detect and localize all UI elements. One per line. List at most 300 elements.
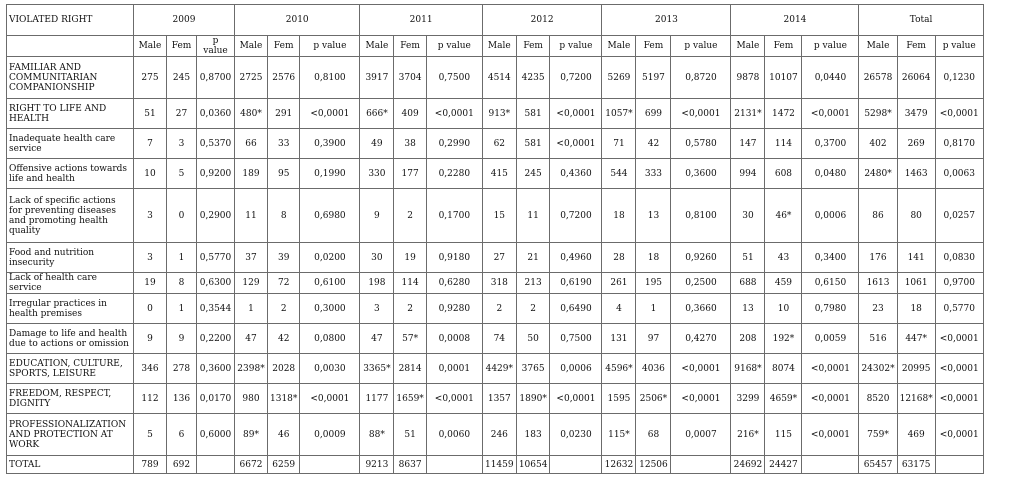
violated-right-label: FAMILIAR AND COMMUNITARIAN COMPANIONSHIP — [7, 57, 134, 99]
fem-cell: 2 — [394, 294, 426, 324]
fem-cell: 2 — [394, 189, 426, 243]
p-value-cell: 0,9280 — [426, 294, 482, 324]
male-cell: 415 — [482, 159, 516, 189]
p-value-cell: <0,0001 — [802, 99, 859, 129]
male-cell: 216* — [731, 414, 765, 456]
fem-cell: 57* — [394, 324, 426, 354]
table-row — [7, 354, 984, 384]
male-cell: 9168* — [731, 354, 765, 384]
fem-cell: 581 — [516, 129, 550, 159]
p-value-header: p value — [197, 36, 235, 57]
violated-right-label: TOTAL — [7, 456, 134, 474]
fem-cell: 46 — [268, 414, 300, 456]
violated-right-label: Damage to life and health due to actions or omission — [7, 324, 134, 354]
fem-cell: 469 — [897, 414, 935, 456]
male-cell: 71 — [602, 129, 636, 159]
male-cell: 30 — [360, 243, 394, 273]
p-value-cell: 0,8720 — [671, 57, 731, 99]
male-cell: 544 — [602, 159, 636, 189]
male-cell: 8520 — [859, 384, 897, 414]
male-cell: 2725 — [235, 57, 268, 99]
fem-cell: 80 — [897, 189, 935, 243]
group-header-2013: 2013 — [602, 5, 731, 36]
p-value-cell: 0,7500 — [550, 324, 602, 354]
p-value-cell: 0,3600 — [197, 354, 235, 384]
male-cell: 2480* — [859, 159, 897, 189]
fem-header: Fem — [268, 36, 300, 57]
p-value-cell: <0,0001 — [671, 354, 731, 384]
fem-cell: 2 — [516, 294, 550, 324]
p-value-cell: 0,6300 — [197, 273, 235, 294]
data-table — [6, 4, 984, 474]
male-cell: 9878 — [731, 57, 765, 99]
p-value-header: p value — [802, 36, 859, 57]
fem-cell: 8637 — [394, 456, 426, 474]
fem-cell: 136 — [167, 384, 197, 414]
p-value-header: p value — [300, 36, 360, 57]
p-value-cell: <0,0001 — [935, 414, 983, 456]
violated-right-label: RIGHT TO LIFE AND HEALTH — [7, 99, 134, 129]
p-value-cell: 0,9700 — [935, 273, 983, 294]
male-cell: 37 — [235, 243, 268, 273]
p-value-cell: 0,0360 — [197, 99, 235, 129]
fem-cell: 4235 — [516, 57, 550, 99]
p-value-cell — [300, 456, 360, 474]
fem-cell: 409 — [394, 99, 426, 129]
fem-cell: 1 — [636, 294, 671, 324]
fem-cell: 1463 — [897, 159, 935, 189]
table-row — [7, 189, 984, 243]
p-value-cell: 0,3900 — [300, 129, 360, 159]
group-header-2014: 2014 — [731, 5, 859, 36]
male-cell: 86 — [859, 189, 897, 243]
fem-cell: 10 — [765, 294, 802, 324]
p-value-cell: 0,0170 — [197, 384, 235, 414]
male-cell: 3 — [360, 294, 394, 324]
male-cell: 47 — [360, 324, 394, 354]
male-cell: 88* — [360, 414, 394, 456]
p-value-cell: 0,4360 — [550, 159, 602, 189]
male-cell: 47 — [235, 324, 268, 354]
fem-cell: 699 — [636, 99, 671, 129]
male-cell: 318 — [482, 273, 516, 294]
fem-cell: 1659* — [394, 384, 426, 414]
row-label-header: VIOLATED RIGHT — [7, 5, 134, 36]
fem-cell: 12506 — [636, 456, 671, 474]
fem-header: Fem — [897, 36, 935, 57]
table-row — [7, 243, 984, 273]
p-value-cell: 0,0007 — [671, 414, 731, 456]
male-cell: 11 — [235, 189, 268, 243]
fem-cell: 21 — [516, 243, 550, 273]
fem-cell: 42 — [268, 324, 300, 354]
fem-cell: 269 — [897, 129, 935, 159]
fem-cell: 114 — [394, 273, 426, 294]
p-value-cell: 0,8100 — [300, 57, 360, 99]
male-header: Male — [602, 36, 636, 57]
fem-cell: 39 — [268, 243, 300, 273]
table-row — [7, 129, 984, 159]
male-cell: 480* — [235, 99, 268, 129]
p-value-cell: 0,0257 — [935, 189, 983, 243]
p-value-cell: 0,6980 — [300, 189, 360, 243]
male-cell: 2 — [482, 294, 516, 324]
fem-cell: 11 — [516, 189, 550, 243]
fem-cell: 581 — [516, 99, 550, 129]
p-value-cell: <0,0001 — [550, 384, 602, 414]
male-cell: 24692 — [731, 456, 765, 474]
fem-cell: 8 — [167, 273, 197, 294]
p-value-cell: 0,0063 — [935, 159, 983, 189]
fem-cell: 3479 — [897, 99, 935, 129]
male-cell: 30 — [731, 189, 765, 243]
p-value-cell: 0,3660 — [671, 294, 731, 324]
p-value-cell: 0,0800 — [300, 324, 360, 354]
male-cell: 2131* — [731, 99, 765, 129]
male-cell: 131 — [602, 324, 636, 354]
male-cell: 980 — [235, 384, 268, 414]
p-value-cell: <0,0001 — [426, 384, 482, 414]
p-value-cell: <0,0001 — [300, 384, 360, 414]
fem-cell: 115 — [765, 414, 802, 456]
fem-cell: 8074 — [765, 354, 802, 384]
fem-cell: 2 — [268, 294, 300, 324]
fem-cell: 2576 — [268, 57, 300, 99]
male-cell: 9213 — [360, 456, 394, 474]
male-cell: 129 — [235, 273, 268, 294]
male-cell: 24302* — [859, 354, 897, 384]
male-cell: 51 — [731, 243, 765, 273]
male-cell: 12632 — [602, 456, 636, 474]
p-value-cell: 0,0480 — [802, 159, 859, 189]
male-cell: 3 — [134, 189, 167, 243]
male-cell: 0 — [134, 294, 167, 324]
male-cell: 402 — [859, 129, 897, 159]
male-cell: 1595 — [602, 384, 636, 414]
p-value-cell: 0,1990 — [300, 159, 360, 189]
p-value-header: p value — [671, 36, 731, 57]
p-value-cell: 0,2200 — [197, 324, 235, 354]
male-cell: 3299 — [731, 384, 765, 414]
p-value-cell — [550, 456, 602, 474]
group-header-2012: 2012 — [482, 5, 602, 36]
p-value-cell: <0,0001 — [802, 354, 859, 384]
male-cell: 74 — [482, 324, 516, 354]
male-cell: 1177 — [360, 384, 394, 414]
male-cell: 1 — [235, 294, 268, 324]
male-cell: 5298* — [859, 99, 897, 129]
male-cell: 208 — [731, 324, 765, 354]
p-value-cell: <0,0001 — [935, 324, 983, 354]
fem-cell: 10107 — [765, 57, 802, 99]
violated-right-label: Lack of health care service — [7, 273, 134, 294]
fem-cell: 63175 — [897, 456, 935, 474]
fem-cell: 1 — [167, 243, 197, 273]
male-cell: 3917 — [360, 57, 394, 99]
table-row — [7, 57, 984, 99]
fem-cell: 195 — [636, 273, 671, 294]
male-cell: 1357 — [482, 384, 516, 414]
fem-cell: 0 — [167, 189, 197, 243]
fem-cell: 4659* — [765, 384, 802, 414]
fem-cell: 97 — [636, 324, 671, 354]
fem-cell: 1 — [167, 294, 197, 324]
table-row — [7, 159, 984, 189]
table-row — [7, 324, 984, 354]
table-body — [7, 57, 984, 474]
p-value-cell: 0,0008 — [426, 324, 482, 354]
male-cell: 13 — [731, 294, 765, 324]
p-value-header: p value — [426, 36, 482, 57]
p-value-cell: 0,6490 — [550, 294, 602, 324]
male-cell: 516 — [859, 324, 897, 354]
fem-cell: 192* — [765, 324, 802, 354]
fem-cell: 43 — [765, 243, 802, 273]
male-header: Male — [731, 36, 765, 57]
header-year-row — [7, 5, 984, 36]
male-cell: 1057* — [602, 99, 636, 129]
p-value-cell: 0,3544 — [197, 294, 235, 324]
fem-cell: 38 — [394, 129, 426, 159]
fem-cell: 245 — [167, 57, 197, 99]
male-cell: 89* — [235, 414, 268, 456]
p-value-cell: 0,2280 — [426, 159, 482, 189]
p-value-cell: 0,1230 — [935, 57, 983, 99]
fem-cell: 447* — [897, 324, 935, 354]
fem-cell: 5 — [167, 159, 197, 189]
table-row — [7, 294, 984, 324]
fem-cell: 1318* — [268, 384, 300, 414]
p-value-cell: 0,8100 — [671, 189, 731, 243]
p-value-cell: 0,9180 — [426, 243, 482, 273]
male-cell: 189 — [235, 159, 268, 189]
male-cell: 5 — [134, 414, 167, 456]
male-header: Male — [235, 36, 268, 57]
p-value-cell: 0,0030 — [300, 354, 360, 384]
p-value-cell: 0,3600 — [671, 159, 731, 189]
male-cell: 246 — [482, 414, 516, 456]
p-value-cell: 0,2990 — [426, 129, 482, 159]
fem-cell: 95 — [268, 159, 300, 189]
fem-header: Fem — [167, 36, 197, 57]
p-value-cell: 0,0060 — [426, 414, 482, 456]
male-cell: 7 — [134, 129, 167, 159]
violated-right-label: Lack of specific actions for preventing diseases and promoting health quality — [7, 189, 134, 243]
fem-cell: 459 — [765, 273, 802, 294]
fem-cell: 18 — [897, 294, 935, 324]
fem-cell: 291 — [268, 99, 300, 129]
fem-header: Fem — [765, 36, 802, 57]
fem-header: Fem — [636, 36, 671, 57]
fem-cell: 6259 — [268, 456, 300, 474]
p-value-cell: <0,0001 — [426, 99, 482, 129]
fem-cell: 1472 — [765, 99, 802, 129]
male-cell: 346 — [134, 354, 167, 384]
fem-cell: 12168* — [897, 384, 935, 414]
table-row — [7, 384, 984, 414]
p-value-cell — [802, 456, 859, 474]
p-value-cell — [197, 456, 235, 474]
group-header-2009: 2009 — [134, 5, 235, 36]
fem-cell: 18 — [636, 243, 671, 273]
p-value-cell: <0,0001 — [671, 99, 731, 129]
p-value-cell: <0,0001 — [935, 354, 983, 384]
fem-cell: 20995 — [897, 354, 935, 384]
p-value-header: p value — [935, 36, 983, 57]
p-value-cell: 0,5770 — [935, 294, 983, 324]
fem-cell: 9 — [167, 324, 197, 354]
fem-cell: 3 — [167, 129, 197, 159]
fem-cell: 2028 — [268, 354, 300, 384]
fem-cell: 692 — [167, 456, 197, 474]
p-value-cell: 0,7200 — [550, 57, 602, 99]
male-cell: 4596* — [602, 354, 636, 384]
male-cell: 19 — [134, 273, 167, 294]
male-cell: 9 — [134, 324, 167, 354]
fem-cell: 42 — [636, 129, 671, 159]
fem-cell: 24427 — [765, 456, 802, 474]
male-header: Male — [360, 36, 394, 57]
male-cell: 261 — [602, 273, 636, 294]
p-value-cell: 0,6000 — [197, 414, 235, 456]
male-cell: 688 — [731, 273, 765, 294]
p-value-cell: 0,0006 — [802, 189, 859, 243]
p-value-cell: 0,1700 — [426, 189, 482, 243]
male-cell: 5269 — [602, 57, 636, 99]
p-value-cell: 0,0200 — [300, 243, 360, 273]
male-cell: 26578 — [859, 57, 897, 99]
male-cell: 147 — [731, 129, 765, 159]
male-cell: 27 — [482, 243, 516, 273]
p-value-cell: 0,3000 — [300, 294, 360, 324]
total-row — [7, 456, 984, 474]
fem-cell: 26064 — [897, 57, 935, 99]
fem-cell: 10654 — [516, 456, 550, 474]
p-value-cell: 0,2500 — [671, 273, 731, 294]
p-value-cell: 0,4270 — [671, 324, 731, 354]
fem-cell: 114 — [765, 129, 802, 159]
male-cell: 176 — [859, 243, 897, 273]
fem-cell: 46* — [765, 189, 802, 243]
p-value-cell: 0,0440 — [802, 57, 859, 99]
male-cell: 275 — [134, 57, 167, 99]
fem-cell: 51 — [394, 414, 426, 456]
fem-cell: 1061 — [897, 273, 935, 294]
fem-cell: 5197 — [636, 57, 671, 99]
p-value-cell: <0,0001 — [935, 384, 983, 414]
male-cell: 4429* — [482, 354, 516, 384]
male-cell: 112 — [134, 384, 167, 414]
p-value-cell: 0,6100 — [300, 273, 360, 294]
p-value-cell: 0,5770 — [197, 243, 235, 273]
p-value-cell: 0,3400 — [802, 243, 859, 273]
p-value-cell: <0,0001 — [550, 99, 602, 129]
male-cell: 28 — [602, 243, 636, 273]
violated-right-label: PROFESSIONALIZATION AND PROTECTION AT WORK — [7, 414, 134, 456]
p-value-cell: <0,0001 — [802, 384, 859, 414]
table-row — [7, 273, 984, 294]
male-cell: 913* — [482, 99, 516, 129]
p-value-cell — [671, 456, 731, 474]
male-cell: 23 — [859, 294, 897, 324]
fem-cell: 177 — [394, 159, 426, 189]
male-cell: 198 — [360, 273, 394, 294]
p-value-cell: 0,8170 — [935, 129, 983, 159]
male-cell: 65457 — [859, 456, 897, 474]
male-cell: 666* — [360, 99, 394, 129]
male-cell: 4514 — [482, 57, 516, 99]
fem-header: Fem — [516, 36, 550, 57]
p-value-cell: 0,0006 — [550, 354, 602, 384]
male-cell: 49 — [360, 129, 394, 159]
group-header-total: Total — [859, 5, 983, 36]
male-cell: 11459 — [482, 456, 516, 474]
p-value-cell: 0,6190 — [550, 273, 602, 294]
male-cell: 18 — [602, 189, 636, 243]
male-cell: 330 — [360, 159, 394, 189]
p-value-cell: 0,0230 — [550, 414, 602, 456]
fem-cell: 1890* — [516, 384, 550, 414]
fem-cell: 183 — [516, 414, 550, 456]
fem-cell: 245 — [516, 159, 550, 189]
p-value-cell: 0,6280 — [426, 273, 482, 294]
group-header-2011: 2011 — [360, 5, 482, 36]
male-cell: 51 — [134, 99, 167, 129]
fem-cell: 3704 — [394, 57, 426, 99]
male-cell: 6672 — [235, 456, 268, 474]
male-cell: 759* — [859, 414, 897, 456]
p-value-cell: <0,0001 — [300, 99, 360, 129]
male-cell: 2398* — [235, 354, 268, 384]
fem-cell: 3765 — [516, 354, 550, 384]
male-cell: 15 — [482, 189, 516, 243]
p-value-cell: 0,7200 — [550, 189, 602, 243]
violated-right-label: Food and nutrition insecurity — [7, 243, 134, 273]
p-value-cell — [935, 456, 983, 474]
fem-cell: 608 — [765, 159, 802, 189]
fem-cell: 6 — [167, 414, 197, 456]
male-cell: 3 — [134, 243, 167, 273]
p-value-cell: 0,0001 — [426, 354, 482, 384]
fem-cell: 68 — [636, 414, 671, 456]
p-value-cell: 0,9260 — [671, 243, 731, 273]
male-cell: 3365* — [360, 354, 394, 384]
fem-cell: 141 — [897, 243, 935, 273]
table-row — [7, 414, 984, 456]
p-value-header: p value — [550, 36, 602, 57]
p-value-cell: 0,6150 — [802, 273, 859, 294]
male-cell: 115* — [602, 414, 636, 456]
violated-right-label: Offensive actions towards life and health — [7, 159, 134, 189]
fem-cell: 27 — [167, 99, 197, 129]
row-label-subheader — [7, 36, 134, 57]
fem-cell: 8 — [268, 189, 300, 243]
male-cell: 62 — [482, 129, 516, 159]
violated-right-label: EDUCATION, CULTURE, SPORTS, LEISURE — [7, 354, 134, 384]
male-cell: 789 — [134, 456, 167, 474]
p-value-cell: 0,5780 — [671, 129, 731, 159]
p-value-cell: 0,5370 — [197, 129, 235, 159]
violated-right-label: Inadequate health care service — [7, 129, 134, 159]
table-row — [7, 99, 984, 129]
p-value-cell: 0,7500 — [426, 57, 482, 99]
violated-right-label: Irregular practices in health premises — [7, 294, 134, 324]
male-header: Male — [859, 36, 897, 57]
fem-cell: 13 — [636, 189, 671, 243]
p-value-cell: 0,2900 — [197, 189, 235, 243]
p-value-cell: 0,7980 — [802, 294, 859, 324]
p-value-cell: <0,0001 — [935, 99, 983, 129]
